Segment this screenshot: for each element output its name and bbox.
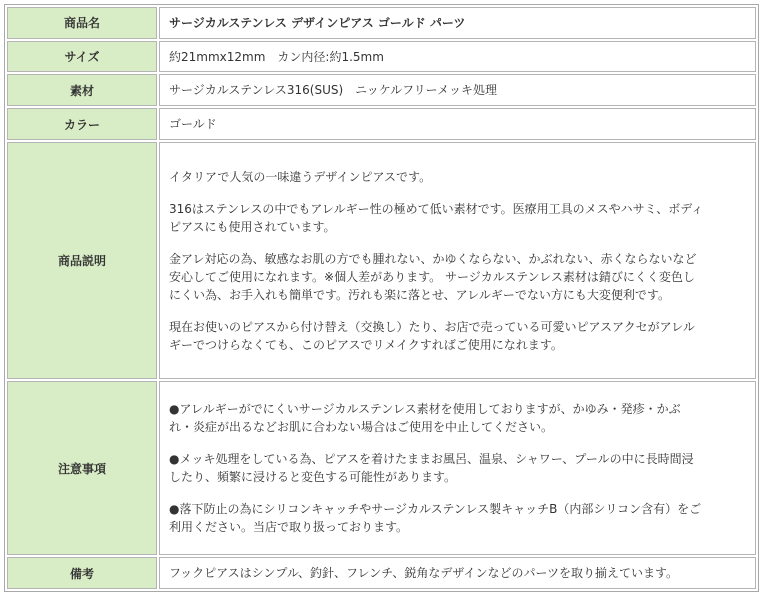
description-paragraph: 316はステンレスの中でもアレルギー性の極めて低い素材です。医療用工具のメスやハサミ、ボディ ピアスにも使用されています。 bbox=[169, 201, 704, 234]
description-paragraph: 金アレ対応の為、敏感なお肌の方でも腫れない、かゆくならない、かぶれない、赤くならないなど 安心してご使用になれます。※個人差があります。 サージカルステンレス素材は錆びにくく変色し にくい為、お手入れも簡単です。汚れも楽に落とせ、アレルギーでない方にも大変便利です。 bbox=[169, 251, 697, 302]
row-notes bbox=[7, 381, 756, 555]
notes-paragraph: ●アレルギーがでにくいサージカルステンレス素材を使用しておりますが、かゆみ・発疹・かぶ れ・炎症が出るなどお肌に合わない場合はご使用を中止してください。 bbox=[169, 402, 681, 435]
label-size: サイズ bbox=[7, 41, 157, 73]
row-remarks bbox=[7, 557, 756, 589]
description-paragraph: イタリアで人気の一味違うデザインピアスです。 bbox=[169, 169, 432, 184]
label-notes: 注意事項 bbox=[7, 381, 157, 555]
value-description bbox=[159, 142, 756, 379]
label-remarks: 備考 bbox=[7, 557, 157, 589]
row-product-name bbox=[7, 7, 756, 39]
notes-paragraph: ●落下防止の為にシリコンキャッチやサージカルステンレス製キャッチB（内部シリコン含有）をご 利用ください。当店で取り扱っております。 bbox=[169, 502, 702, 535]
label-color: カラー bbox=[7, 108, 157, 140]
label-material: 素材 bbox=[7, 74, 157, 106]
value-size: 約21mmx12mm カン内径:約1.5mm bbox=[159, 41, 756, 73]
value-notes bbox=[159, 381, 756, 555]
notes-paragraph: ●メッキ処理をしている為、ピアスを着けたままお風呂、温泉、シャワー、プールの中に長時間浸 したり、頻繁に浸けると変色する可能性があります。 bbox=[169, 452, 694, 485]
row-material bbox=[7, 74, 756, 106]
label-description: 商品説明 bbox=[7, 142, 157, 379]
description-paragraph: 現在お使いのピアスから付け替え（交換し）たり、お店で売っている可愛いピアスアクセがアレル ギーでつけらなくても、このピアスでリメイクすればご使用になれます。 bbox=[169, 319, 695, 352]
row-size bbox=[7, 41, 756, 73]
row-color bbox=[7, 108, 756, 140]
value-product-name: サージカルステンレス デザインピアス ゴールド パーツ bbox=[159, 7, 756, 39]
product-spec-table bbox=[4, 4, 759, 592]
value-color: ゴールド bbox=[159, 108, 756, 140]
row-description bbox=[7, 142, 756, 379]
value-material: サージカルステンレス316(SUS) ニッケルフリーメッキ処理 bbox=[159, 74, 756, 106]
label-product-name: 商品名 bbox=[7, 7, 157, 39]
value-remarks: フックピアスはシンプル、釣針、フレンチ、鋭角なデザインなどのパーツを取り揃えています。 bbox=[159, 557, 756, 589]
